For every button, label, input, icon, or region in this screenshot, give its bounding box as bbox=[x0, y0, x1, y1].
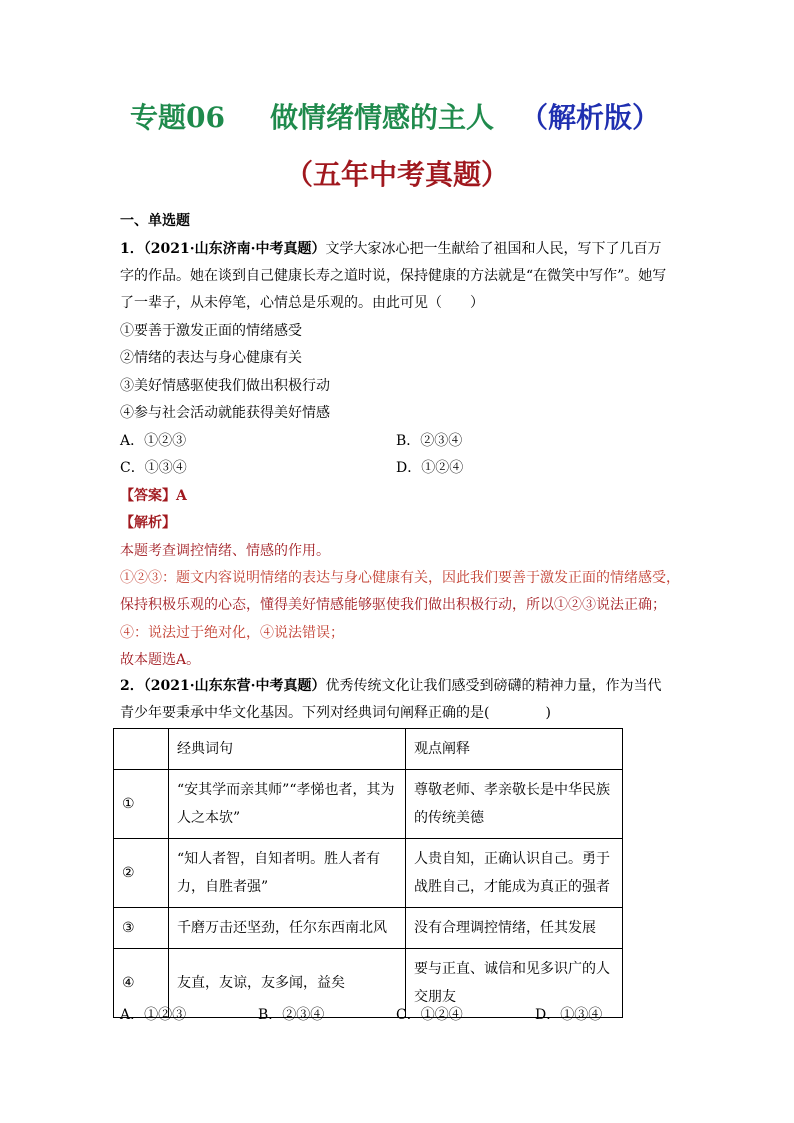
table-header-cell: 观点阐释 bbox=[406, 729, 623, 770]
table-row bbox=[114, 770, 623, 839]
q2-stem-1: 优秀传统文化让我们感受到磅礴的精神力量，作为当代 bbox=[325, 678, 662, 694]
q2-stem-2: 青少年要秉承中华文化基因。下列对经典词句阐释正确的是( ) bbox=[120, 705, 551, 721]
q2-option-c: C．①②④ bbox=[396, 1007, 463, 1023]
q2-line-1 bbox=[120, 675, 661, 695]
table-cell: ① bbox=[114, 770, 169, 839]
q2-source: （2021·山东东营·中考真题） bbox=[143, 678, 326, 694]
table-cell: 千磨万击还坚劲，任尔东西南北风 bbox=[169, 908, 406, 949]
table-header-cell bbox=[114, 729, 169, 770]
analysis-line-1: 本题考查调控情绪、情感的作用。 bbox=[120, 543, 330, 559]
table-cell: ④ bbox=[114, 949, 169, 1018]
q1-answer bbox=[120, 485, 187, 505]
title-topic-number: 专题06 bbox=[130, 101, 225, 134]
q1-number: 1． bbox=[120, 241, 144, 257]
q1-statement-1: ①要善于激发正面的情绪感受 bbox=[120, 323, 302, 339]
document-title bbox=[0, 96, 794, 136]
analysis-line-2: ①②③：题文内容说明情绪的表达与身心健康有关，因此我们要善于激发正面的情绪感受， bbox=[120, 570, 680, 586]
table-cell: 没有合理调控情绪，任其发展 bbox=[406, 908, 623, 949]
q1-statement-3: ③美好情感驱使我们做出积极行动 bbox=[120, 378, 330, 394]
table-cell: 友直，友谅，友多闻，益矣 bbox=[169, 949, 406, 1018]
q1-option-c: C．①③④ bbox=[120, 460, 187, 476]
table-cell: 尊敬老师、孝亲敬长是中华民族的传统美德 bbox=[406, 770, 623, 839]
table-cell: “安其学而亲其师”“孝悌也者，其为人之本欤” bbox=[169, 770, 406, 839]
table-row bbox=[114, 908, 623, 949]
q2-number: 2． bbox=[120, 678, 144, 694]
q2-table bbox=[113, 728, 623, 1018]
analysis-line-5: 故本题选A。 bbox=[120, 652, 201, 668]
section-heading: 一、单选题 bbox=[120, 213, 190, 229]
q1-stem-2: 字的作品。她在谈到自己健康长寿之道时说，保持健康的方法就是“在微笑中写作”。她写 bbox=[120, 268, 667, 284]
title-topic-name: 做情绪情感的主人 bbox=[270, 101, 495, 134]
q2-option-a: A．①②③ bbox=[120, 1007, 187, 1023]
q2-option-b: B．②③④ bbox=[258, 1007, 325, 1023]
analysis-label: 【解析】 bbox=[120, 515, 176, 531]
q1-stem-3: 了一辈子，从未停笔，心情总是乐观的。由此可见（ ） bbox=[120, 295, 484, 311]
q1-line-1 bbox=[120, 238, 661, 258]
q1-statement-2: ②情绪的表达与身心健康有关 bbox=[120, 350, 302, 366]
table-cell: ③ bbox=[114, 908, 169, 949]
analysis-line-4: ④：说法过于绝对化，④说法错误； bbox=[120, 625, 344, 641]
table-row bbox=[114, 839, 623, 908]
q1-option-d: D．①②④ bbox=[396, 460, 464, 476]
table-cell: “知人者智，自知者明。胜人者有力，自胜者强” bbox=[169, 839, 406, 908]
table-header-cell: 经典词句 bbox=[169, 729, 406, 770]
table-cell: 要与正直、诚信和见多识广的人交朋友 bbox=[406, 949, 623, 1018]
answer-label: 【答案】 bbox=[120, 488, 176, 504]
title-edition: （解析版） bbox=[520, 101, 661, 134]
table-cell: ② bbox=[114, 839, 169, 908]
analysis-line-3: 保持积极乐观的心态，懂得美好情感能够驱使我们做出积极行动，所以①②③说法正确； bbox=[120, 597, 666, 613]
table-header-row bbox=[114, 729, 623, 770]
q1-statement-4: ④参与社会活动就能获得美好情感 bbox=[120, 405, 330, 421]
table-cell: 人贵自知，正确认识自己。勇于战胜自己，才能成为真正的强者 bbox=[406, 839, 623, 908]
document-subtitle: （五年中考真题） bbox=[284, 158, 509, 191]
q1-option-a: A．①②③ bbox=[120, 433, 187, 449]
q2-option-d: D．①③④ bbox=[535, 1007, 603, 1023]
q1-option-b: B．②③④ bbox=[396, 433, 463, 449]
q1-source: （2021·山东济南·中考真题） bbox=[143, 241, 326, 257]
q1-stem-1: 文学大家冰心把一生献给了祖国和人民，写下了几百万 bbox=[325, 241, 662, 257]
answer-value: A bbox=[176, 488, 187, 504]
